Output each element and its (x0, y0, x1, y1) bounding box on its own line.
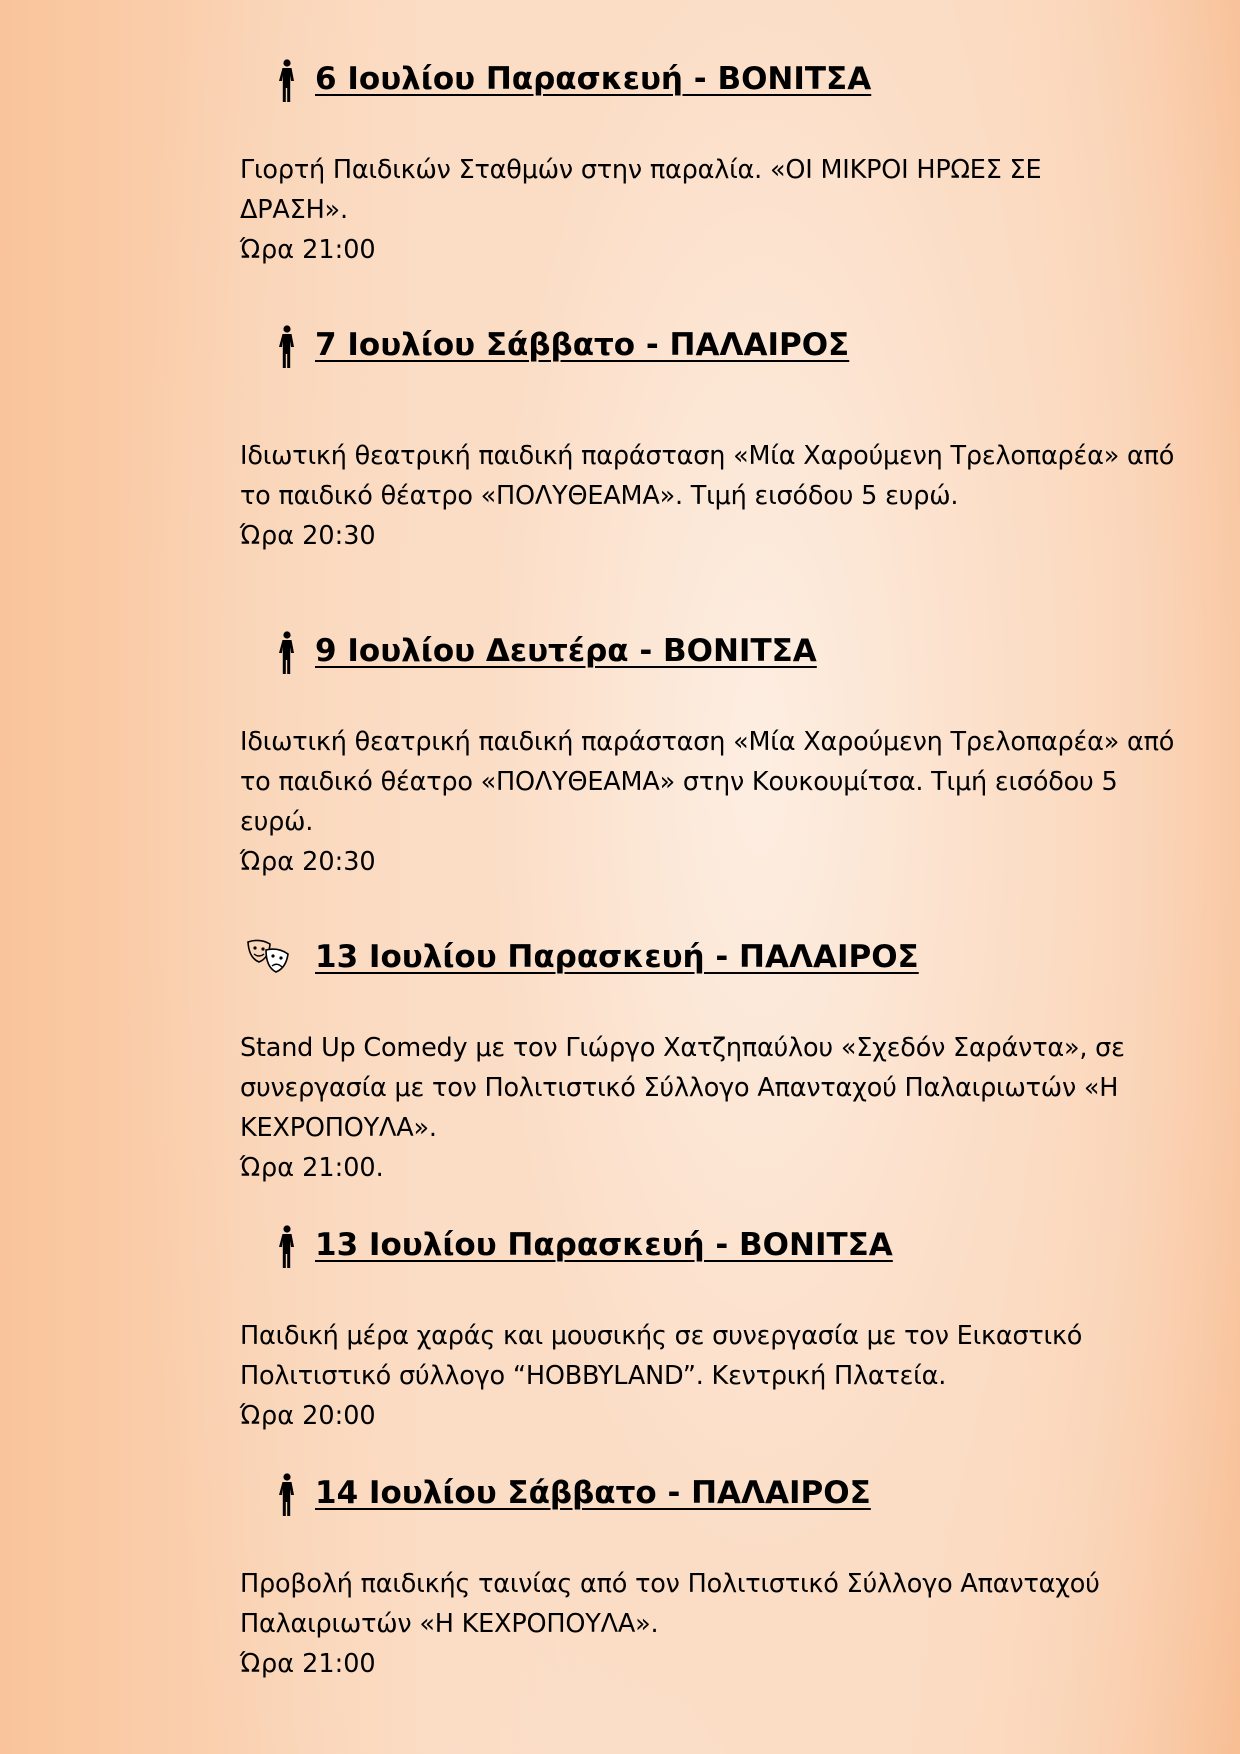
event-time: Ώρα 20:00 (240, 1401, 376, 1431)
event-entry (240, 322, 1200, 556)
event-title: 13 Ιουλίου Παρασκευή - ΠΑΛΑΙΡΟΣ (315, 939, 919, 975)
event-time: Ώρα 21:00 (240, 1649, 376, 1679)
event-title: 14 Ιουλίου Σάββατο - ΠΑΛΑΙΡΟΣ (315, 1475, 871, 1511)
event-description: Παιδική μέρα χαράς και μουσικής σε συνεργασία με τον Εικαστικό Πολιτιστικό σύλλογο “HOBBYLAND”. Κεντρική Πλατεία. (240, 1321, 1083, 1391)
person-icon (258, 1224, 304, 1268)
event-entry (240, 934, 1200, 1188)
event-time: Ώρα 21:00. (240, 1153, 384, 1183)
event-description: Stand Up Comedy με τον Γιώργο Χατζηπαύλου «Σχεδόν Σαράντα», σε συνεργασία με τον Πολιτιστικό Σύλλογο Απανταχού Παλαιριωτών «Η ΚΕΧΡΟΠΟΥΛΑ». (240, 1033, 1125, 1143)
event-title: 7 Ιουλίου Σάββατο - ΠΑΛΑΙΡΟΣ (315, 327, 850, 363)
event-entry (240, 628, 1200, 882)
event-title: 9 Ιουλίου Δευτέρα - ΒΟΝΙΤΣΑ (315, 633, 817, 669)
person-icon (258, 324, 304, 368)
theater-masks-icon (242, 936, 292, 980)
person-icon (258, 1472, 304, 1516)
event-entry (240, 56, 1200, 270)
person-icon (258, 630, 304, 674)
event-description: Προβολή παιδικής ταινίας από τον Πολιτιστικό Σύλλογο Απανταχού Παλαιριωτών «Η ΚΕΧΡΟΠΟΥΛΑ». (240, 1569, 1100, 1639)
event-description: Γιορτή Παιδικών Σταθμών στην παραλία. «ΟΙ ΜΙΚΡΟΙ ΗΡΩΕΣ ΣΕ ΔΡΑΣΗ». (240, 155, 1042, 225)
event-title: 6 Ιουλίου Παρασκευή - ΒΟΝΙΤΣΑ (315, 61, 872, 97)
person-icon (258, 58, 304, 102)
event-time: Ώρα 21:00 (240, 235, 376, 265)
event-entry (240, 1222, 1200, 1436)
event-time: Ώρα 20:30 (240, 521, 376, 551)
event-description: Ιδιωτική θεατρική παιδική παράσταση «Μία Χαρούμενη Τρελοπαρέα» από το παιδικό θέατρο «ΠΟΛΥΘΕΑΜΑ». Τιμή εισόδου 5 ευρώ. (240, 441, 1175, 511)
event-title: 13 Ιουλίου Παρασκευή - ΒΟΝΙΤΣΑ (315, 1227, 893, 1263)
event-entry (240, 1470, 1200, 1684)
event-time: Ώρα 20:30 (240, 847, 376, 877)
event-description: Ιδιωτική θεατρική παιδική παράσταση «Μία Χαρούμενη Τρελοπαρέα» από το παιδικό θέατρο «ΠΟΛΥΘΕΑΜΑ» στην Κουκουμίτσα. Τιμή εισόδου 5 ευρώ. (240, 727, 1175, 837)
